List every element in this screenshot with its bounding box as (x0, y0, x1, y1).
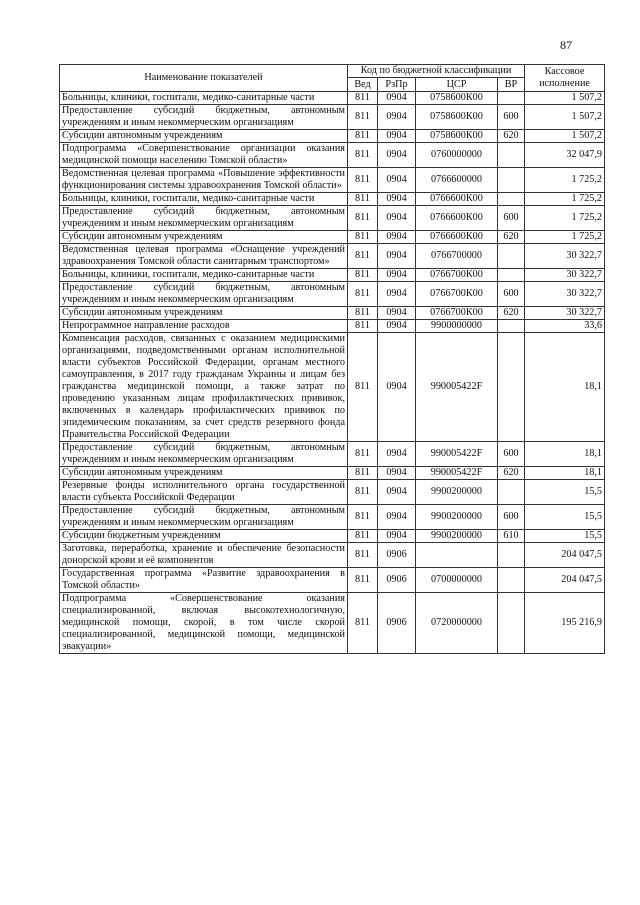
cell-name: Ведомственная целевая программа «Оснащение учреждений здравоохранения Томской области санитарным транспортом» (60, 244, 348, 269)
cell-vr: 610 (498, 530, 525, 543)
header-kassa: Кассовое исполнение (525, 65, 605, 92)
cell-ved: 811 (348, 231, 378, 244)
cell-sum: 18,1 (525, 333, 605, 442)
cell-sum: 30 322,7 (525, 244, 605, 269)
cell-rzpr: 0904 (378, 105, 416, 130)
cell-ved: 811 (348, 269, 378, 282)
cell-csr: 990005422F (416, 467, 498, 480)
cell-ved: 811 (348, 442, 378, 467)
cell-csr: 0766700К00 (416, 269, 498, 282)
cell-rzpr: 0904 (378, 244, 416, 269)
cell-name: Предоставление субсидий бюджетным, автономным учреждениям и иным некоммерческим организациям (60, 282, 348, 307)
cell-ved: 811 (348, 333, 378, 442)
cell-name: Ведомственная целевая программа «Повышение эффективности функционирования системы здравоохранения Томской области» (60, 168, 348, 193)
cell-rzpr: 0904 (378, 480, 416, 505)
cell-name: Предоставление субсидий бюджетным, автономным учреждениям и иным некоммерческим организациям (60, 505, 348, 530)
cell-name: Субсидии автономным учреждениям (60, 467, 348, 480)
cell-vr: 620 (498, 467, 525, 480)
cell-vr (498, 193, 525, 206)
header-code-group: Код по бюджетной классификации (348, 65, 525, 78)
cell-sum: 30 322,7 (525, 269, 605, 282)
cell-rzpr: 0906 (378, 543, 416, 568)
cell-csr: 0766600К00 (416, 231, 498, 244)
cell-rzpr: 0906 (378, 568, 416, 593)
table-row (60, 320, 605, 333)
cell-ved: 811 (348, 320, 378, 333)
cell-sum: 1 725,2 (525, 231, 605, 244)
table-row (60, 269, 605, 282)
table-row (60, 206, 605, 231)
cell-sum: 1 507,2 (525, 92, 605, 105)
cell-sum: 18,1 (525, 467, 605, 480)
cell-vr (498, 168, 525, 193)
cell-name: Больницы, клиники, госпитали, медико-санитарные части (60, 193, 348, 206)
table-row (60, 307, 605, 320)
table-row (60, 105, 605, 130)
cell-sum: 204 047,5 (525, 543, 605, 568)
cell-rzpr: 0904 (378, 206, 416, 231)
cell-csr: 990005422F (416, 333, 498, 442)
cell-csr: 9900200000 (416, 530, 498, 543)
cell-sum: 1 725,2 (525, 193, 605, 206)
cell-sum: 15,5 (525, 530, 605, 543)
cell-vr (498, 543, 525, 568)
cell-name: Больницы, клиники, госпитали, медико-санитарные части (60, 92, 348, 105)
cell-rzpr: 0904 (378, 320, 416, 333)
table-row (60, 130, 605, 143)
cell-vr (498, 244, 525, 269)
table-row (60, 282, 605, 307)
cell-rzpr: 0904 (378, 530, 416, 543)
cell-sum: 1 725,2 (525, 206, 605, 231)
cell-ved: 811 (348, 307, 378, 320)
cell-ved: 811 (348, 543, 378, 568)
cell-ved: 811 (348, 193, 378, 206)
cell-csr: 0720000000 (416, 593, 498, 654)
cell-name: Предоставление субсидий бюджетным, автономным учреждениям и иным некоммерческим организациям (60, 105, 348, 130)
cell-csr: 0766600К00 (416, 206, 498, 231)
cell-csr: 9900000000 (416, 320, 498, 333)
cell-rzpr: 0904 (378, 467, 416, 480)
cell-ved: 811 (348, 244, 378, 269)
cell-sum: 1 507,2 (525, 105, 605, 130)
table-row (60, 505, 605, 530)
cell-ved: 811 (348, 143, 378, 168)
cell-rzpr: 0906 (378, 593, 416, 654)
cell-rzpr: 0904 (378, 282, 416, 307)
header-csr: ЦСР (416, 78, 498, 92)
cell-vr: 600 (498, 282, 525, 307)
cell-vr: 600 (498, 442, 525, 467)
cell-rzpr: 0904 (378, 231, 416, 244)
cell-vr: 620 (498, 231, 525, 244)
cell-rzpr: 0904 (378, 143, 416, 168)
cell-rzpr: 0904 (378, 269, 416, 282)
table-row (60, 143, 605, 168)
cell-sum: 33,6 (525, 320, 605, 333)
budget-table (59, 64, 605, 654)
cell-name: Предоставление субсидий бюджетным, автономным учреждениям и иным некоммерческим организациям (60, 206, 348, 231)
cell-vr (498, 593, 525, 654)
cell-name: Субсидии автономным учреждениям (60, 231, 348, 244)
header-rzpr: РзПр (378, 78, 416, 92)
cell-ved: 811 (348, 130, 378, 143)
table-row (60, 193, 605, 206)
cell-rzpr: 0904 (378, 307, 416, 320)
table-row (60, 568, 605, 593)
cell-rzpr: 0904 (378, 505, 416, 530)
cell-csr: 9900200000 (416, 480, 498, 505)
cell-rzpr: 0904 (378, 193, 416, 206)
header-ved: Вед (348, 78, 378, 92)
table-row (60, 333, 605, 442)
cell-name: Резервные фонды исполнительного органа государственной власти субъекта Российской Федерации (60, 480, 348, 505)
cell-name: Непрограммное направление расходов (60, 320, 348, 333)
table-row (60, 467, 605, 480)
cell-rzpr: 0904 (378, 442, 416, 467)
cell-sum: 15,5 (525, 480, 605, 505)
cell-vr: 600 (498, 206, 525, 231)
cell-ved: 811 (348, 480, 378, 505)
cell-ved: 811 (348, 92, 378, 105)
table-row (60, 480, 605, 505)
cell-vr (498, 92, 525, 105)
cell-ved: 811 (348, 505, 378, 530)
cell-ved: 811 (348, 168, 378, 193)
cell-vr: 600 (498, 105, 525, 130)
cell-name: Подпрограмма «Совершенствование организации оказания медицинской помощи населению Томской области» (60, 143, 348, 168)
cell-vr (498, 568, 525, 593)
cell-sum: 204 047,5 (525, 568, 605, 593)
cell-sum: 1 725,2 (525, 168, 605, 193)
cell-csr: 990005422F (416, 442, 498, 467)
cell-rzpr: 0904 (378, 333, 416, 442)
cell-vr: 600 (498, 505, 525, 530)
cell-name: Субсидии автономным учреждениям (60, 130, 348, 143)
cell-csr: 0758600К00 (416, 130, 498, 143)
cell-sum: 30 322,7 (525, 282, 605, 307)
cell-name: Государственная программа «Развитие здравоохранения в Томской области» (60, 568, 348, 593)
cell-vr (498, 480, 525, 505)
header-vr: ВР (498, 78, 525, 92)
cell-sum: 1 507,2 (525, 130, 605, 143)
cell-ved: 811 (348, 530, 378, 543)
cell-ved: 811 (348, 282, 378, 307)
cell-csr: 9900200000 (416, 505, 498, 530)
table-row (60, 593, 605, 654)
table-row (60, 244, 605, 269)
table-row (60, 92, 605, 105)
cell-name: Подпрограмма «Совершенствование оказания специализированной, включая высокотехнологичную, медицинской помощи, скорой, в том числе скорой специализированной, медицинской помощи, медицинской эвакуации» (60, 593, 348, 654)
cell-vr: 620 (498, 307, 525, 320)
cell-csr: 0758600К00 (416, 92, 498, 105)
table-row (60, 442, 605, 467)
table-row (60, 543, 605, 568)
cell-rzpr: 0904 (378, 168, 416, 193)
cell-name: Субсидии бюджетным учреждениям (60, 530, 348, 543)
cell-vr (498, 143, 525, 168)
cell-name: Предоставление субсидий бюджетным, автономным учреждениям и иным некоммерческим организациям (60, 442, 348, 467)
cell-ved: 811 (348, 206, 378, 231)
table-row (60, 168, 605, 193)
cell-rzpr: 0904 (378, 130, 416, 143)
cell-csr: 0758600К00 (416, 105, 498, 130)
cell-csr (416, 543, 498, 568)
cell-csr: 0766700000 (416, 244, 498, 269)
cell-vr (498, 333, 525, 442)
cell-csr: 0766700К00 (416, 282, 498, 307)
cell-csr: 0766700К00 (416, 307, 498, 320)
table-row (60, 530, 605, 543)
cell-name: Субсидии автономным учреждениям (60, 307, 348, 320)
cell-rzpr: 0904 (378, 92, 416, 105)
page-number: 87 (560, 38, 572, 52)
table-row (60, 231, 605, 244)
cell-name: Компенсация расходов, связанных с оказанием медицинскими организациями, подведомственными органам исполнительной власти субъектов Российской Федерации, органам местного самоуправления, в 2017 году гражданам Украины и лицам без гражданства медицинской помощи, а также затрат по проведению указанным лицам профилактических прививок, включенных в календарь профилактических прививок по эпидемическим показаниям, за счет средств резервного фонда Правительства Российской Федерации (60, 333, 348, 442)
cell-csr: 0760000000 (416, 143, 498, 168)
cell-name: Больницы, клиники, госпитали, медико-санитарные части (60, 269, 348, 282)
cell-vr (498, 269, 525, 282)
cell-sum: 18,1 (525, 442, 605, 467)
cell-csr: 0766600000 (416, 168, 498, 193)
cell-sum: 32 047,9 (525, 143, 605, 168)
cell-csr: 0700000000 (416, 568, 498, 593)
cell-sum: 195 216,9 (525, 593, 605, 654)
cell-name: Заготовка, переработка, хранение и обеспечение безопасности донорской крови и её компонентов (60, 543, 348, 568)
cell-vr (498, 320, 525, 333)
table-body (60, 92, 605, 654)
cell-ved: 811 (348, 105, 378, 130)
cell-sum: 30 322,7 (525, 307, 605, 320)
cell-csr: 0766600К00 (416, 193, 498, 206)
cell-ved: 811 (348, 568, 378, 593)
cell-sum: 15,5 (525, 505, 605, 530)
cell-ved: 811 (348, 467, 378, 480)
cell-ved: 811 (348, 593, 378, 654)
header-name: Наименование показателей (60, 65, 348, 92)
cell-vr: 620 (498, 130, 525, 143)
